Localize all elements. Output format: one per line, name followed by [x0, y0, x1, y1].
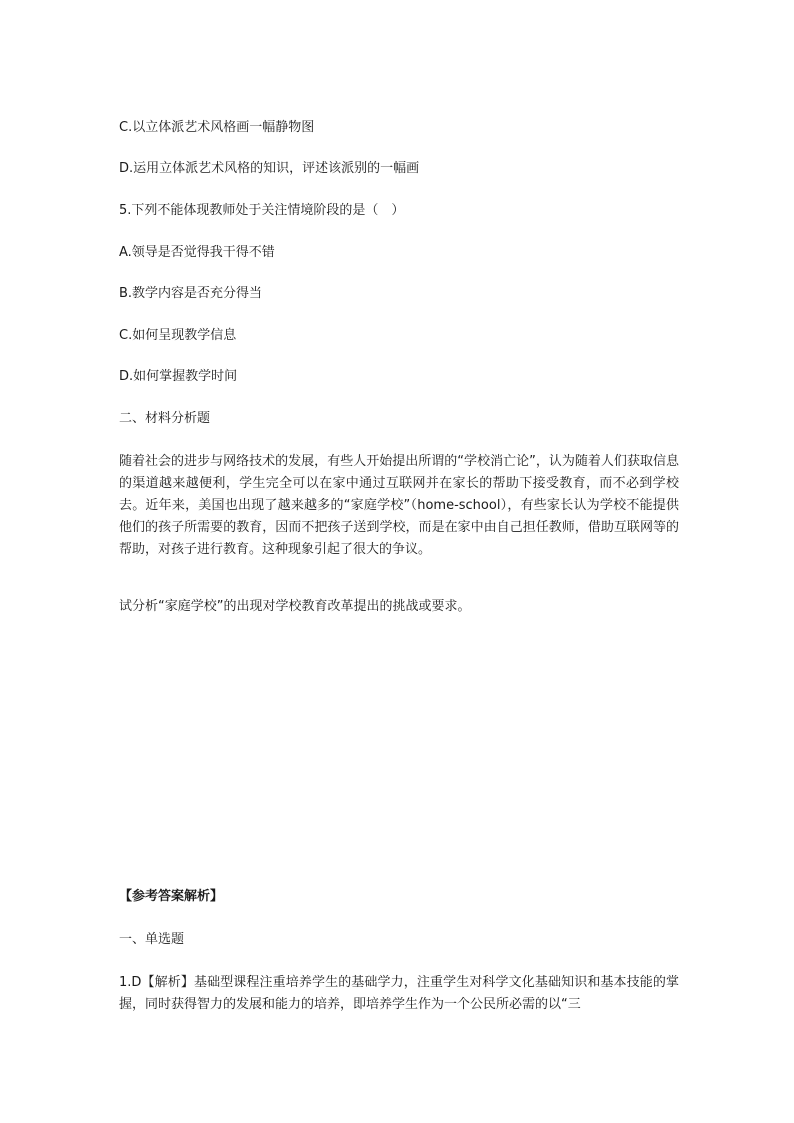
material-question: 试分析“家庭学校”的出现对学校教育改革提出的挑战或要求。 [119, 599, 471, 614]
question-5-option-b: B.教学内容是否充分得当 [119, 286, 263, 301]
section-1-title: 一、单选题 [119, 932, 185, 947]
answer-1: 1.D【解析】基础型课程注重培养学生的基础学力，注重学生对科学文化基础知识和基本技能的掌握，同时获得智力的发展和能力的培养，即培养学生作为一个公民所必需的以“三 [119, 975, 679, 1012]
question-5-stem: 5.下列不能体现教师处于关注情境阶段的是（ ） [119, 203, 405, 218]
question-5-option-a: A.领导是否觉得我干得不错 [119, 245, 275, 260]
answer-heading: 【参考答案解析】 [119, 889, 224, 904]
option-d: D.运用立体派艺术风格的知识，评述该派别的一幅画 [119, 161, 420, 176]
section-2-title: 二、材料分析题 [119, 411, 211, 426]
question-5-option-d: D.如何掌握教学时间 [119, 369, 238, 384]
material-paragraph: 随着社会的进步与网络技术的发展，有些人开始提出所谓的“学校消亡论”，认为随着人们获取信息的渠道越来越便利，学生完全可以在家中通过互联网并在家长的帮助下接受教育，而不必到学校去。近年来，美国也出现了越来越多的“家庭学校”（home-school），有些家长认为学校不能提供他们的孩子所需要的教育，因而不把孩子送到学校，而是在家中由自己担任教师，借助互联网等的帮助，对孩子进行教育。这种现象引起了很大的争议。 [119, 454, 679, 557]
question-5-option-c: C.如何呈现教学信息 [119, 328, 237, 343]
option-c: C.以立体派艺术风格画一幅静物图 [119, 120, 315, 135]
